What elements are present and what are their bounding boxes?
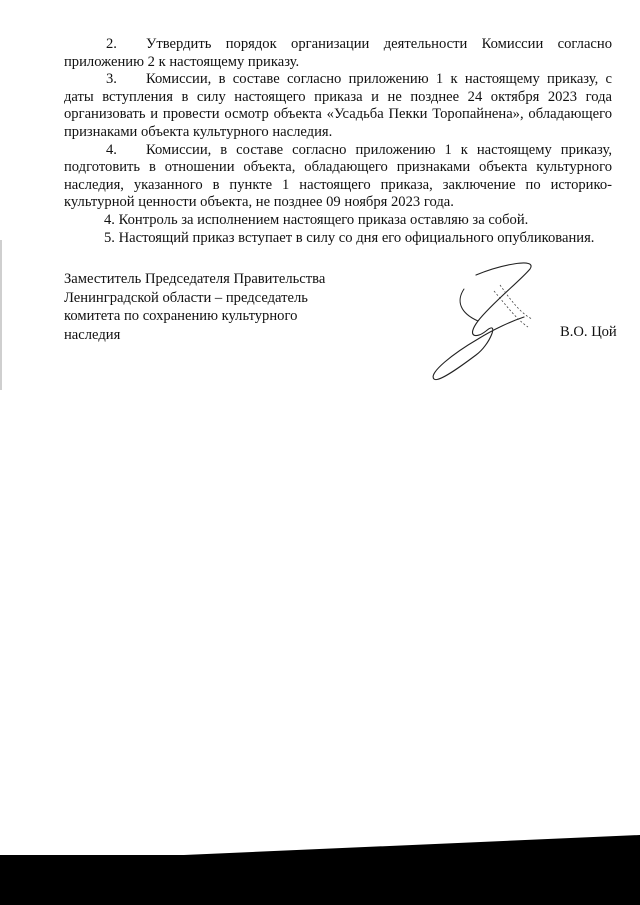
paragraph-control: 4. Контроль за исполнением настоящего приказа оставляю за собой. <box>104 211 529 228</box>
paragraph-number: 4. <box>106 141 117 158</box>
paragraph-text: Утвердить порядок организации деятельности Комиссии согласно приложению 2 к настоящему приказу. <box>64 36 612 70</box>
paragraph-item-4 <box>64 142 612 212</box>
paragraph-number: 2. <box>106 36 117 52</box>
signatory-position-line: Заместитель Председателя Правительства <box>64 271 326 287</box>
signatory-position <box>64 270 364 344</box>
paragraph-item-3 <box>64 71 612 141</box>
signatory-position-line: наследия <box>64 326 121 343</box>
order-body <box>64 36 612 247</box>
signatory-position-line: комитета по сохранению культурного <box>64 308 298 324</box>
signatory-name: В.О. Цой <box>560 324 617 340</box>
paragraph-text: Комиссии, в составе согласно приложению 1 к настоящему приказу, подготовить в отношении объекта, обладающего признаками объекта культурного наследия, указанного в пункте 1 настоящего приказа, заключение по историко-культурной ценности объекта, не позднее 09 ноября 2023 года. <box>64 141 612 211</box>
paragraph-text: Комиссии, в составе согласно приложению 1 к настоящему приказу, с даты вступления в силу настоящего приказа и не позднее 24 октября 2023 года организовать и провести осмотр объекта «Усадьба Пекки Торопайнена», обладающего признаками объекта культурного наследия. <box>64 71 612 140</box>
handwritten-signature <box>420 255 550 395</box>
signatory-position-line: Ленинградской области – председатель <box>64 289 308 306</box>
paragraph-item-2 <box>64 36 612 71</box>
scan-border-bottom <box>0 855 640 905</box>
scan-edge-left <box>0 240 2 390</box>
paragraph-number: 3. <box>106 71 117 88</box>
paragraph-effective: 5. Настоящий приказ вступает в силу со дня его официального опубликования. <box>104 229 595 246</box>
